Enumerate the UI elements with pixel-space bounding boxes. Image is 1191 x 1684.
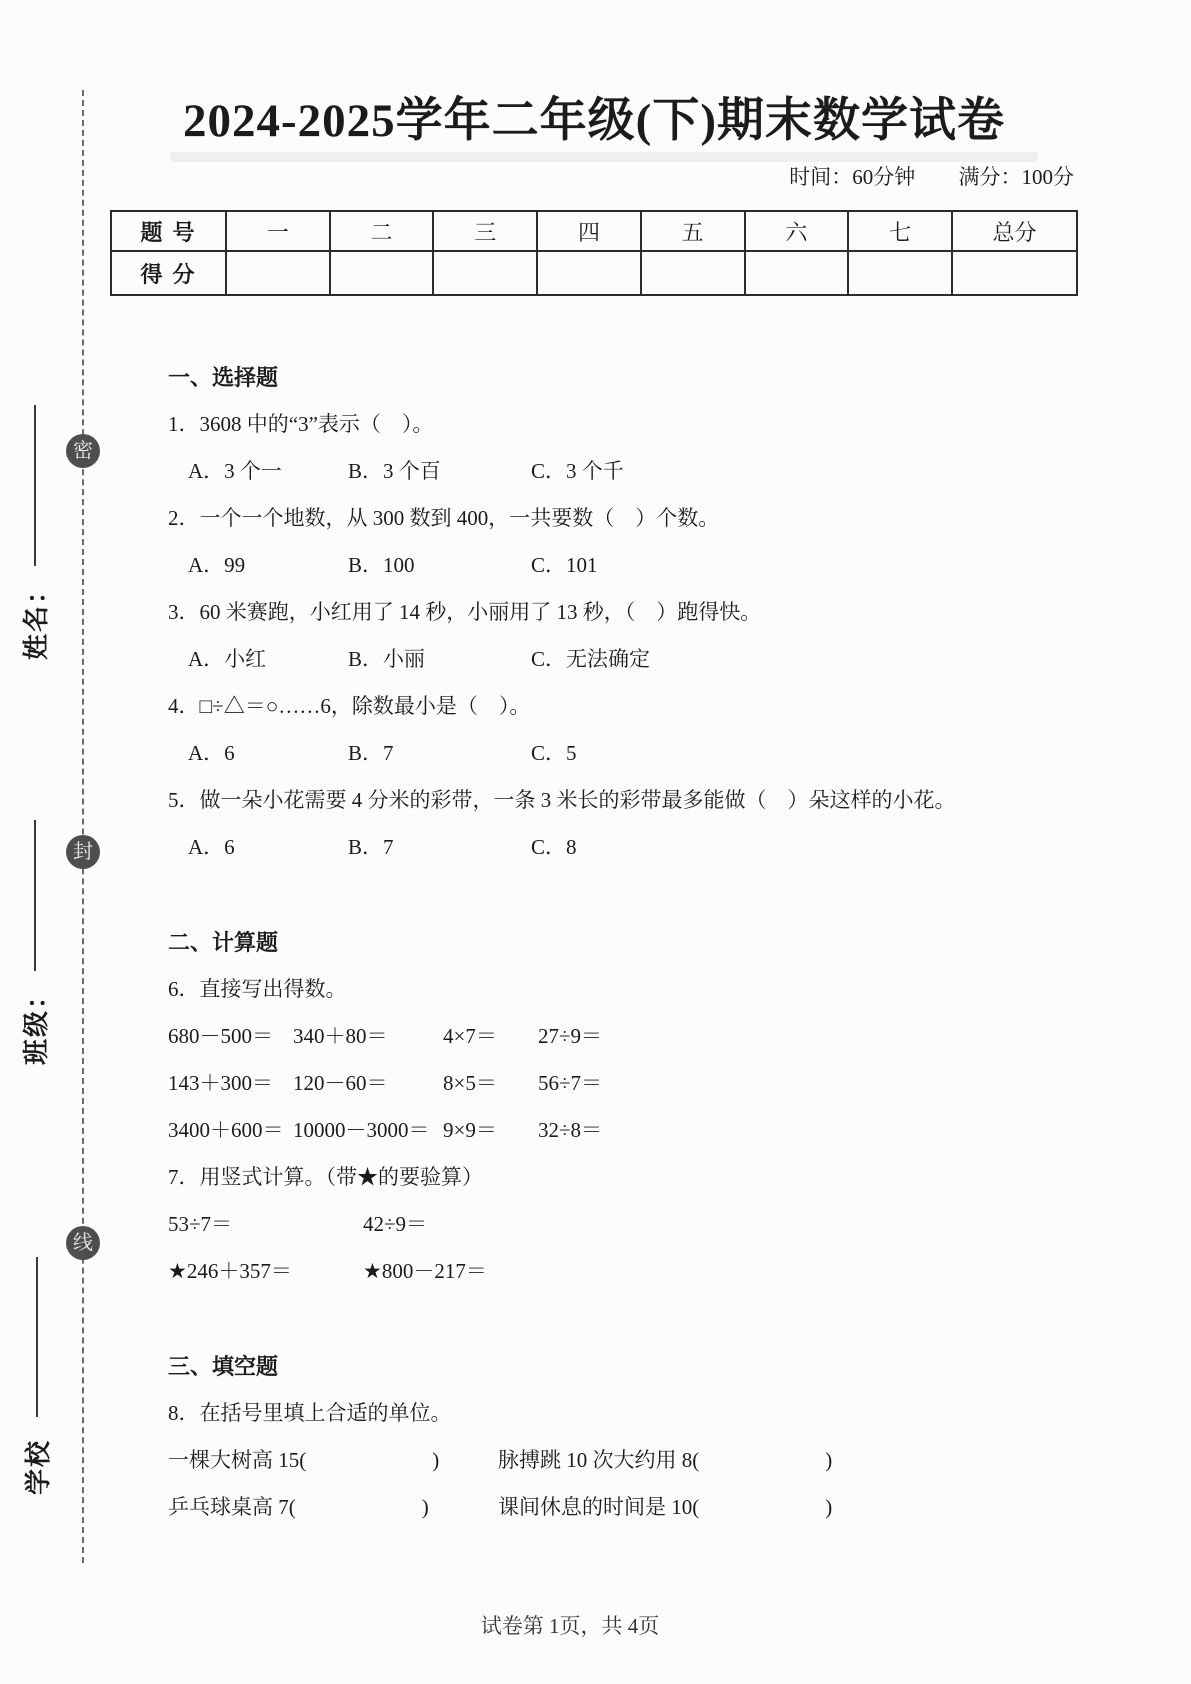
option-a: A．6 bbox=[188, 741, 235, 765]
option-c: C．101 bbox=[531, 553, 598, 577]
exam-title: 2024-2025学年二年级(下)期末数学试卷 bbox=[183, 95, 1005, 147]
option-b: B．7 bbox=[348, 835, 394, 859]
oral-calc-row-3 bbox=[168, 1107, 1078, 1154]
calc-item: 42÷9＝ bbox=[363, 1212, 428, 1236]
calc-item: 27÷9＝ bbox=[538, 1024, 603, 1048]
question-3-options bbox=[168, 636, 1078, 683]
oral-calc-row-1 bbox=[168, 1013, 1078, 1060]
seal-char-mi: 密 bbox=[66, 434, 100, 468]
name-blank-line bbox=[33, 405, 36, 566]
question-5-text: 5．做一朵小花需要 4 分米的彩带，一条 3 米长的彩带最多能做（ ）朵这样的小花。 bbox=[168, 788, 956, 812]
exam-body bbox=[168, 354, 1078, 1531]
question-7-label: 7．用竖式计算。（带★的要验算） bbox=[168, 1165, 483, 1189]
score-cell bbox=[641, 251, 745, 295]
fill-blank-row-1 bbox=[168, 1437, 1078, 1484]
student-name-label bbox=[16, 405, 52, 660]
score-cell bbox=[745, 251, 849, 295]
name-label-text: 姓名： bbox=[21, 575, 51, 660]
option-b: B．100 bbox=[348, 553, 415, 577]
calc-item: 10000－3000＝ bbox=[293, 1118, 430, 1142]
calc-item-starred: ★800－217＝ bbox=[363, 1259, 487, 1283]
question-1-options bbox=[168, 448, 1078, 495]
score-table-score-row bbox=[111, 251, 1077, 295]
class-blank-line bbox=[33, 820, 36, 971]
time-limit: 时间：60分钟 bbox=[789, 165, 916, 189]
class-label-text: 班级： bbox=[21, 980, 51, 1065]
score-header-cell: 二 bbox=[330, 211, 434, 251]
calc-item: 143＋300＝ bbox=[168, 1071, 273, 1095]
option-a: A．99 bbox=[188, 553, 246, 577]
seal-dashed-line bbox=[82, 90, 84, 1563]
fill-blank-row-2 bbox=[168, 1484, 1078, 1531]
option-a: A．小红 bbox=[188, 647, 267, 671]
calc-item: 9×9＝ bbox=[443, 1118, 497, 1142]
score-cell bbox=[848, 251, 952, 295]
option-a: A．6 bbox=[188, 835, 235, 859]
score-header-cell: 一 bbox=[226, 211, 330, 251]
calc-item: 340＋80＝ bbox=[293, 1024, 388, 1048]
question-2-text: 2．一个一个地数，从 300 数到 400，一共要数（ ）个数。 bbox=[168, 506, 720, 530]
question-5-options bbox=[168, 824, 1078, 871]
section-1-heading: 一、选择题 bbox=[168, 365, 279, 390]
option-c: C．8 bbox=[531, 835, 577, 859]
option-b: B．7 bbox=[348, 741, 394, 765]
oral-calc-row-2 bbox=[168, 1060, 1078, 1107]
calc-item: 53÷7＝ bbox=[168, 1212, 233, 1236]
calc-item-starred: ★246＋357＝ bbox=[168, 1259, 292, 1283]
score-header-cell: 四 bbox=[537, 211, 641, 251]
calc-item: 56÷7＝ bbox=[538, 1071, 603, 1095]
calc-item: 8×5＝ bbox=[443, 1071, 497, 1095]
fill-item: 一棵大树高 15( ) bbox=[168, 1448, 440, 1472]
school-label-text: 学校 bbox=[23, 1438, 53, 1495]
score-table-header-row bbox=[111, 211, 1077, 251]
score-cell bbox=[537, 251, 641, 295]
score-header-cell: 七 bbox=[848, 211, 952, 251]
score-header-cell: 总分 bbox=[952, 211, 1077, 251]
section-3-heading: 三、填空题 bbox=[168, 1354, 279, 1379]
question-3-text: 3．60 米赛跑，小红用了 14 秒，小丽用了 13 秒，（ ）跑得快。 bbox=[168, 600, 762, 624]
student-school-label bbox=[18, 1250, 54, 1495]
scan-artifact bbox=[170, 152, 1038, 162]
option-a: A．3 个一 bbox=[188, 459, 282, 483]
question-6-label: 6．直接写出得数。 bbox=[168, 977, 347, 1001]
score-cell bbox=[952, 251, 1077, 295]
question-4-text: 4．□÷△＝○……6，除数最小是（ ）。 bbox=[168, 694, 531, 718]
vertical-calc-row-1 bbox=[168, 1201, 1078, 1248]
calc-item: 32÷8＝ bbox=[538, 1118, 603, 1142]
score-header-cell: 六 bbox=[745, 211, 849, 251]
score-row-label: 得 分 bbox=[111, 251, 226, 295]
calc-item: 120－60＝ bbox=[293, 1071, 388, 1095]
calc-item: 4×7＝ bbox=[443, 1024, 497, 1048]
score-cell bbox=[433, 251, 537, 295]
calc-item: 3400＋600＝ bbox=[168, 1118, 284, 1142]
exam-page bbox=[110, 88, 1078, 1531]
seal-char-xian: 线 bbox=[66, 1226, 100, 1260]
fill-item: 课间休息的时间是 10( ) bbox=[498, 1495, 833, 1519]
score-table bbox=[110, 210, 1078, 296]
score-cell bbox=[226, 251, 330, 295]
vertical-calc-row-2 bbox=[168, 1248, 1078, 1295]
calc-item: 680－500＝ bbox=[168, 1024, 273, 1048]
option-b: B．3 个百 bbox=[348, 459, 441, 483]
score-cell bbox=[330, 251, 434, 295]
question-2-options bbox=[168, 542, 1078, 589]
question-8-label: 8．在括号里填上合适的单位。 bbox=[168, 1401, 452, 1425]
option-b: B．小丽 bbox=[348, 647, 426, 671]
exam-meta bbox=[110, 164, 1078, 190]
page-footer: 试卷第 1页，共 4页 bbox=[480, 1614, 660, 1638]
fill-item: 脉搏跳 10 次大约用 8( ) bbox=[498, 1448, 833, 1472]
score-header-cell: 题 号 bbox=[111, 211, 226, 251]
score-header-cell: 三 bbox=[433, 211, 537, 251]
score-header-cell: 五 bbox=[641, 211, 745, 251]
option-c: C．5 bbox=[531, 741, 577, 765]
student-class-label bbox=[16, 820, 52, 1065]
fill-item: 乒乓球桌高 7( ) bbox=[168, 1495, 429, 1519]
seal-char-feng: 封 bbox=[66, 835, 100, 869]
option-c: C．无法确定 bbox=[531, 647, 651, 671]
question-1-text: 1．3608 中的“3”表示（ ）。 bbox=[168, 412, 434, 436]
school-blank-line bbox=[35, 1257, 38, 1417]
option-c: C．3 个千 bbox=[531, 459, 624, 483]
full-score: 满分：100分 bbox=[958, 165, 1074, 189]
question-4-options bbox=[168, 730, 1078, 777]
section-2-heading: 二、计算题 bbox=[168, 930, 279, 955]
